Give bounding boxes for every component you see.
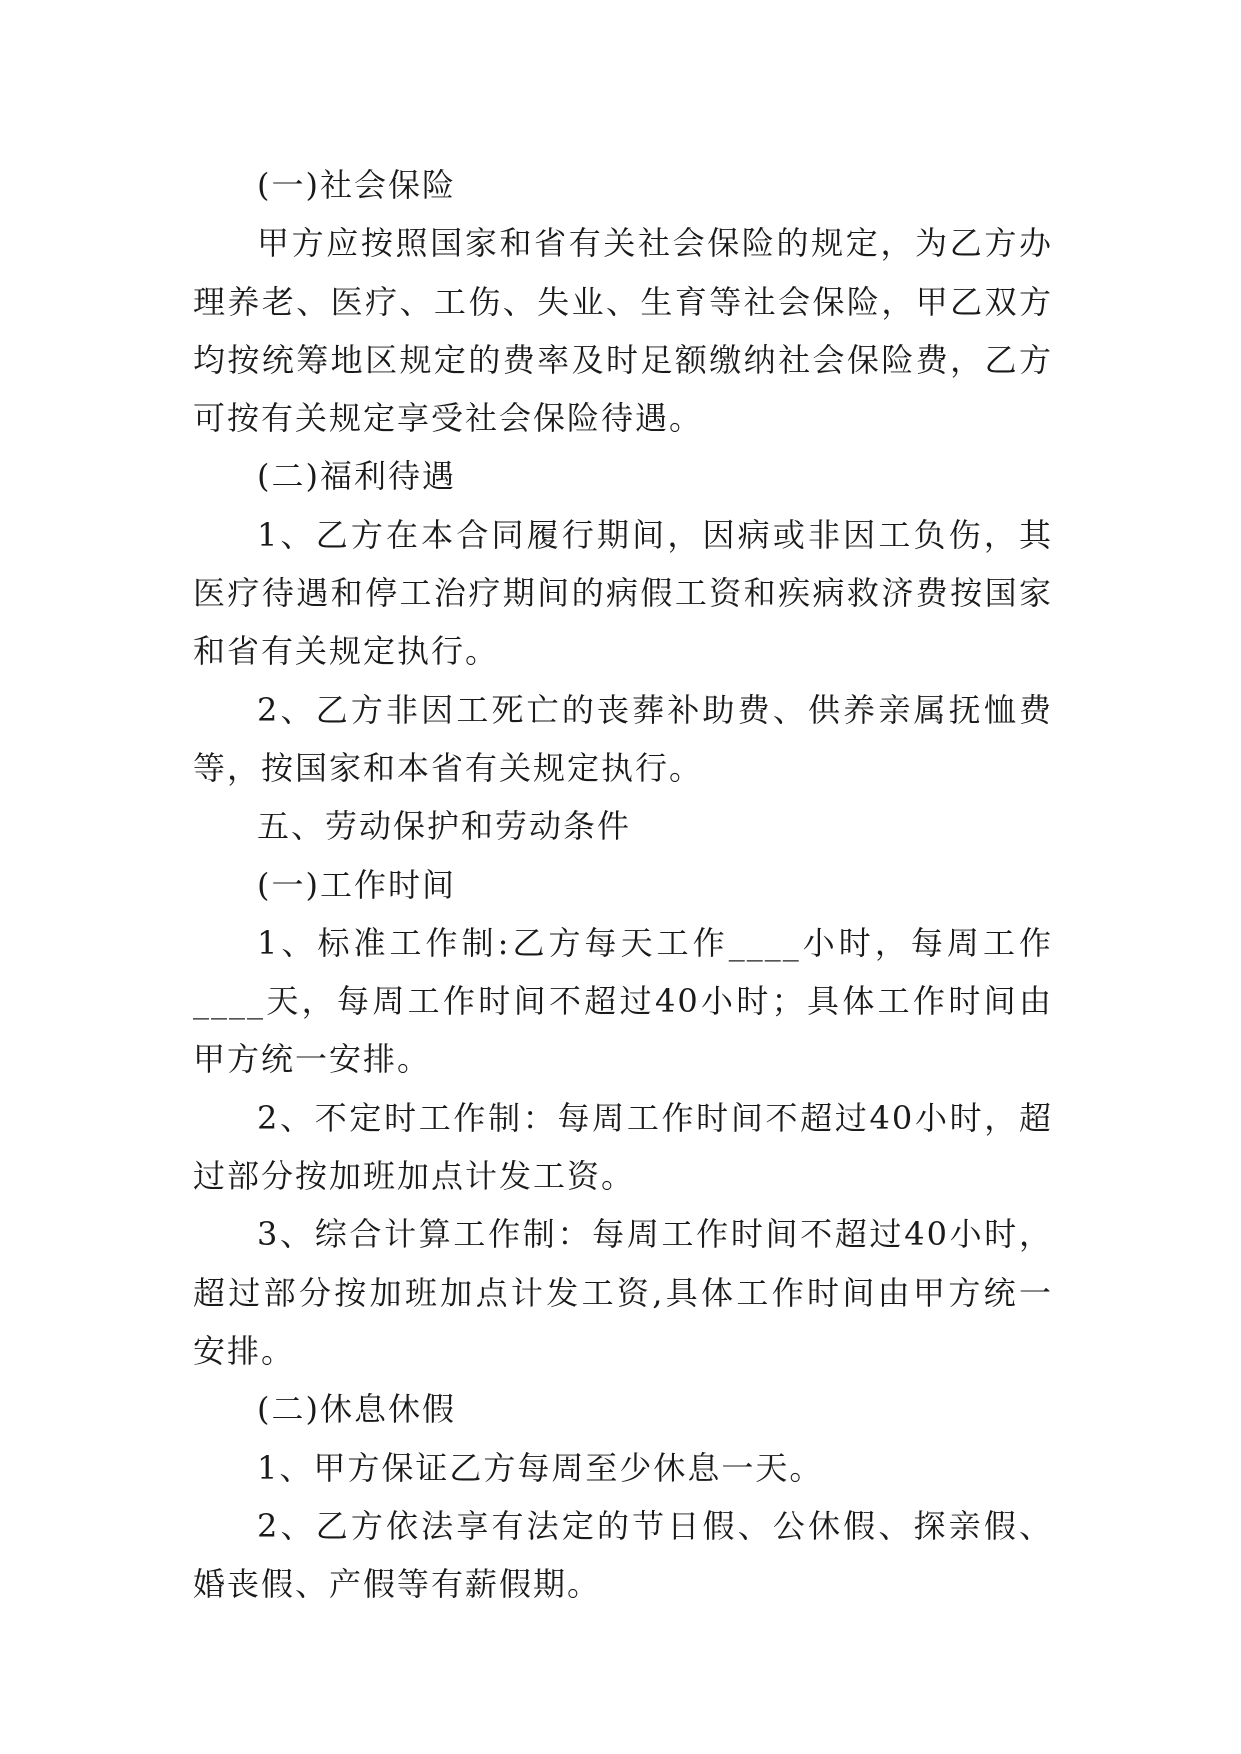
heading-rest-leave: (二)休息休假	[257, 1390, 456, 1429]
paragraph-working-hours-1: 1、标准工作制:乙方每天工作____小时，每周工作____天，每周工作时间不超过40小时；具体工作时间由甲方统一安排。	[193, 923, 1053, 1079]
paragraph-social-insurance: 甲方应按照国家和省有关社会保险的规定，为乙方办理养老、医疗、工伤、失业、生育等社会保险，甲乙双方均按统筹地区规定的费率及时足额缴纳社会保险费，乙方可按有关规定享受社会保险待遇。	[193, 224, 1053, 438]
heading-social-insurance: (一)社会保险	[257, 166, 456, 204]
paragraph-rest-leave-2: 2、乙方依法享有法定的节日假、公休假、探亲假、婚丧假、产假等有薪假期。	[193, 1506, 1053, 1604]
paragraph-working-hours-3: 3、综合计算工作制：每周工作时间不超过40小时，超过部分按加班加点计发工资,具体工作时间由甲方统一安排。	[193, 1215, 1053, 1370]
paragraph-welfare-2: 2、乙方非因工死亡的丧葬补助费、供养亲属抚恤费等，按国家和本省有关规定执行。	[193, 690, 1053, 787]
paragraph-welfare-1: 1、乙方在本合同履行期间，因病或非因工负伤，其医疗待遇和停工治疗期间的病假工资和疾病救济费按国家和省有关规定执行。	[193, 515, 1053, 671]
heading-working-hours: (一)工作时间	[257, 865, 456, 904]
paragraph-rest-leave-1: 1、甲方保证乙方每周至少休息一天。	[257, 1448, 824, 1487]
document-body	[193, 156, 1053, 1613]
heading-labor-protection: 五、劳动保护和劳动条件	[257, 807, 632, 846]
paragraph-working-hours-2: 2、不定时工作制：每周工作时间不超过40小时，超过部分按加班加点计发工资。	[193, 1098, 1053, 1196]
heading-welfare: (二)福利待遇	[257, 457, 456, 496]
